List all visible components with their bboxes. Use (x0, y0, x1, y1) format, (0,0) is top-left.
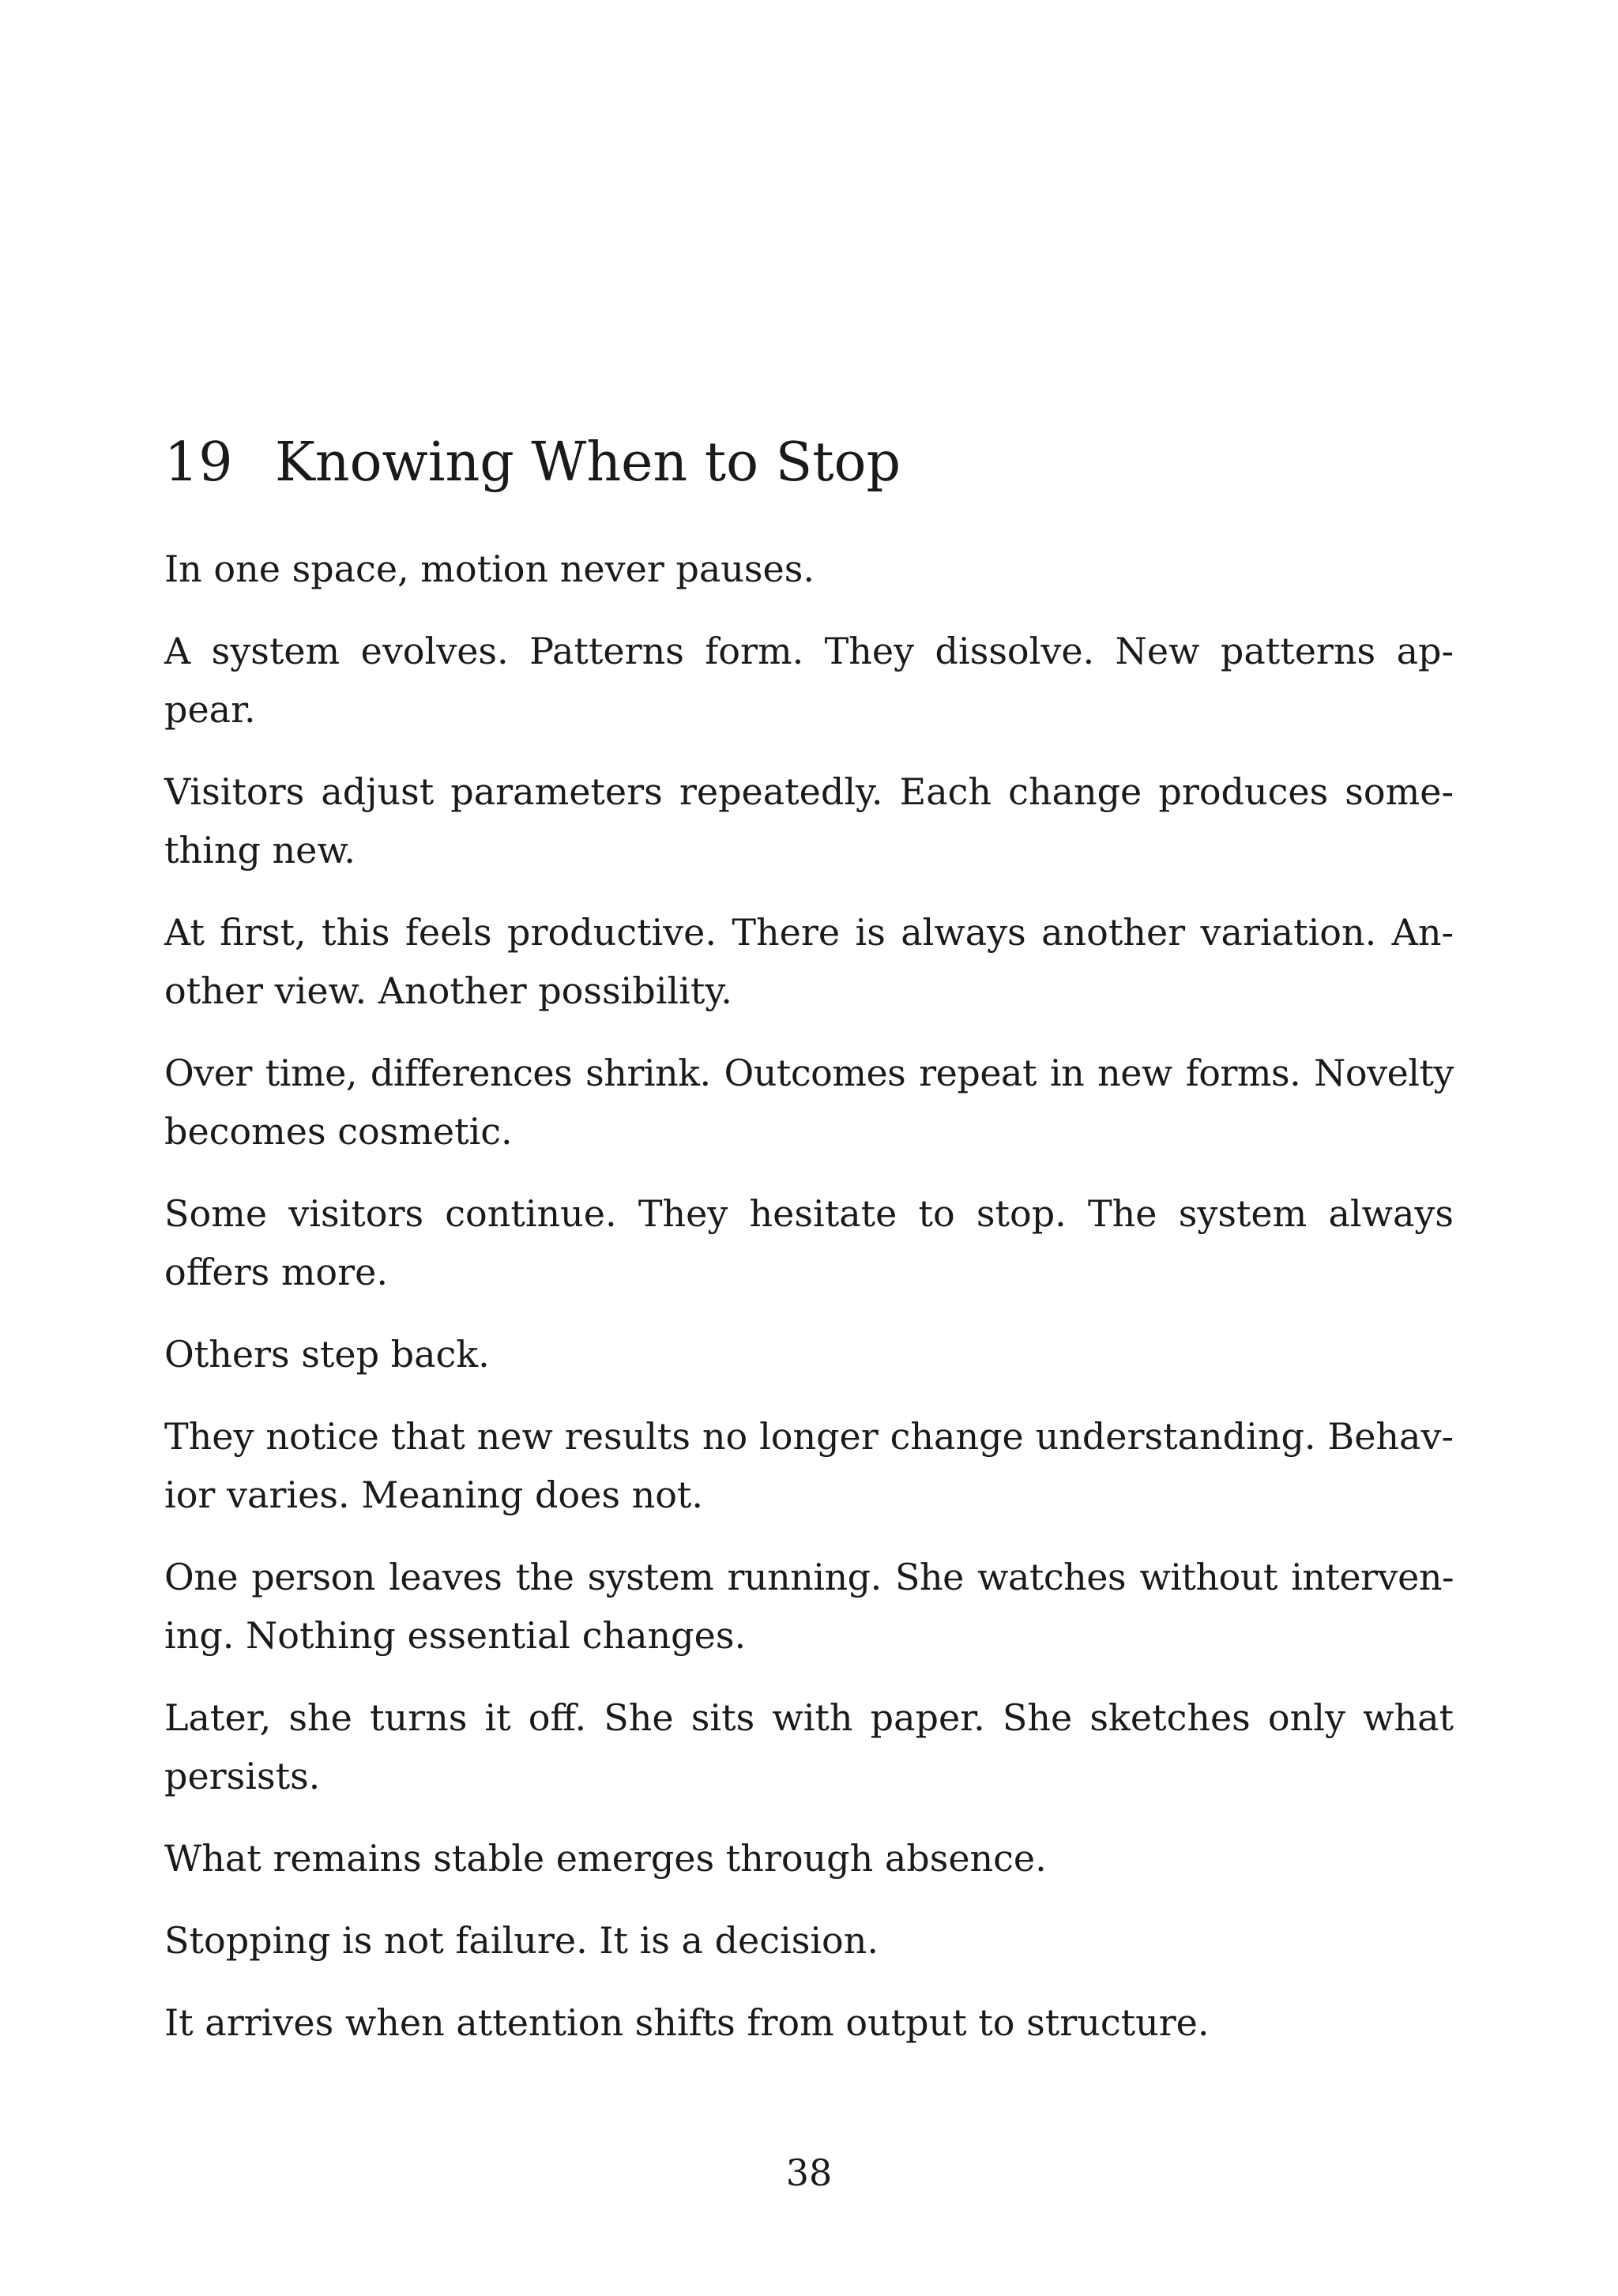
paragraph-line: persists. (164, 1755, 321, 1797)
paragraph-line: Over time, differences shrink. Outcomes repeat in new forms. Novelty (164, 1052, 1454, 1094)
paragraph-line: Others step back. (164, 1333, 490, 1376)
paragraph-line: A system evolves. Patterns form. They dissolve. New patterns ap- (164, 630, 1454, 672)
paragraph-line: In one space, motion never pauses. (164, 548, 815, 590)
paragraph-line: Some visitors continue. They hesitate to stop. The system always (164, 1192, 1454, 1235)
paragraph-9 (164, 1548, 1454, 1665)
paragraph-10 (164, 1688, 1454, 1805)
paragraph-line: ior varies. Meaning does not. (164, 1474, 704, 1516)
paragraph-3 (164, 762, 1454, 879)
paragraph-12 (164, 1911, 1454, 1970)
chapter-number: 19 (164, 431, 233, 494)
body-text (164, 540, 1454, 2076)
paragraph-11 (164, 1829, 1454, 1888)
paragraph-5 (164, 1044, 1454, 1161)
paragraph-4 (164, 903, 1454, 1020)
paragraph-6 (164, 1184, 1454, 1301)
paragraph-line: pear. (164, 688, 256, 731)
paragraph-line: ing. Nothing essential changes. (164, 1614, 747, 1657)
paragraph-line: Visitors adjust parameters repeatedly. Each change produces some- (164, 770, 1454, 813)
paragraph-7 (164, 1325, 1454, 1383)
paragraph-2 (164, 622, 1454, 739)
chapter-title: Knowing When to Stop (275, 431, 901, 494)
paragraph-line: becomes cosmetic. (164, 1110, 513, 1153)
paragraph-line: other view. Another possibility. (164, 969, 732, 1012)
page-number: 38 (785, 2151, 833, 2194)
paragraph-line: What remains stable emerges through absence. (164, 1837, 1047, 1880)
paragraph-line: One person leaves the system running. She watches without interven- (164, 1556, 1454, 1598)
paragraph-line: Later, she turns it off. She sits with paper. She sketches only what (164, 1696, 1454, 1739)
paragraph-line: At first, this feels productive. There is always another variation. An- (164, 911, 1454, 954)
paragraph-line: Stopping is not failure. It is a decision. (164, 1919, 879, 1962)
paragraph-line: They notice that new results no longer change understanding. Behav- (164, 1415, 1454, 1458)
paragraph-13 (164, 1993, 1454, 2052)
paragraph-line: It arrives when attention shifts from output to structure. (164, 2001, 1210, 2044)
paragraph-line: thing new. (164, 829, 356, 871)
paragraph-line: offers more. (164, 1251, 388, 1293)
chapter-heading (164, 431, 1460, 495)
paragraph-8 (164, 1407, 1454, 1524)
paragraph-1 (164, 540, 1454, 598)
